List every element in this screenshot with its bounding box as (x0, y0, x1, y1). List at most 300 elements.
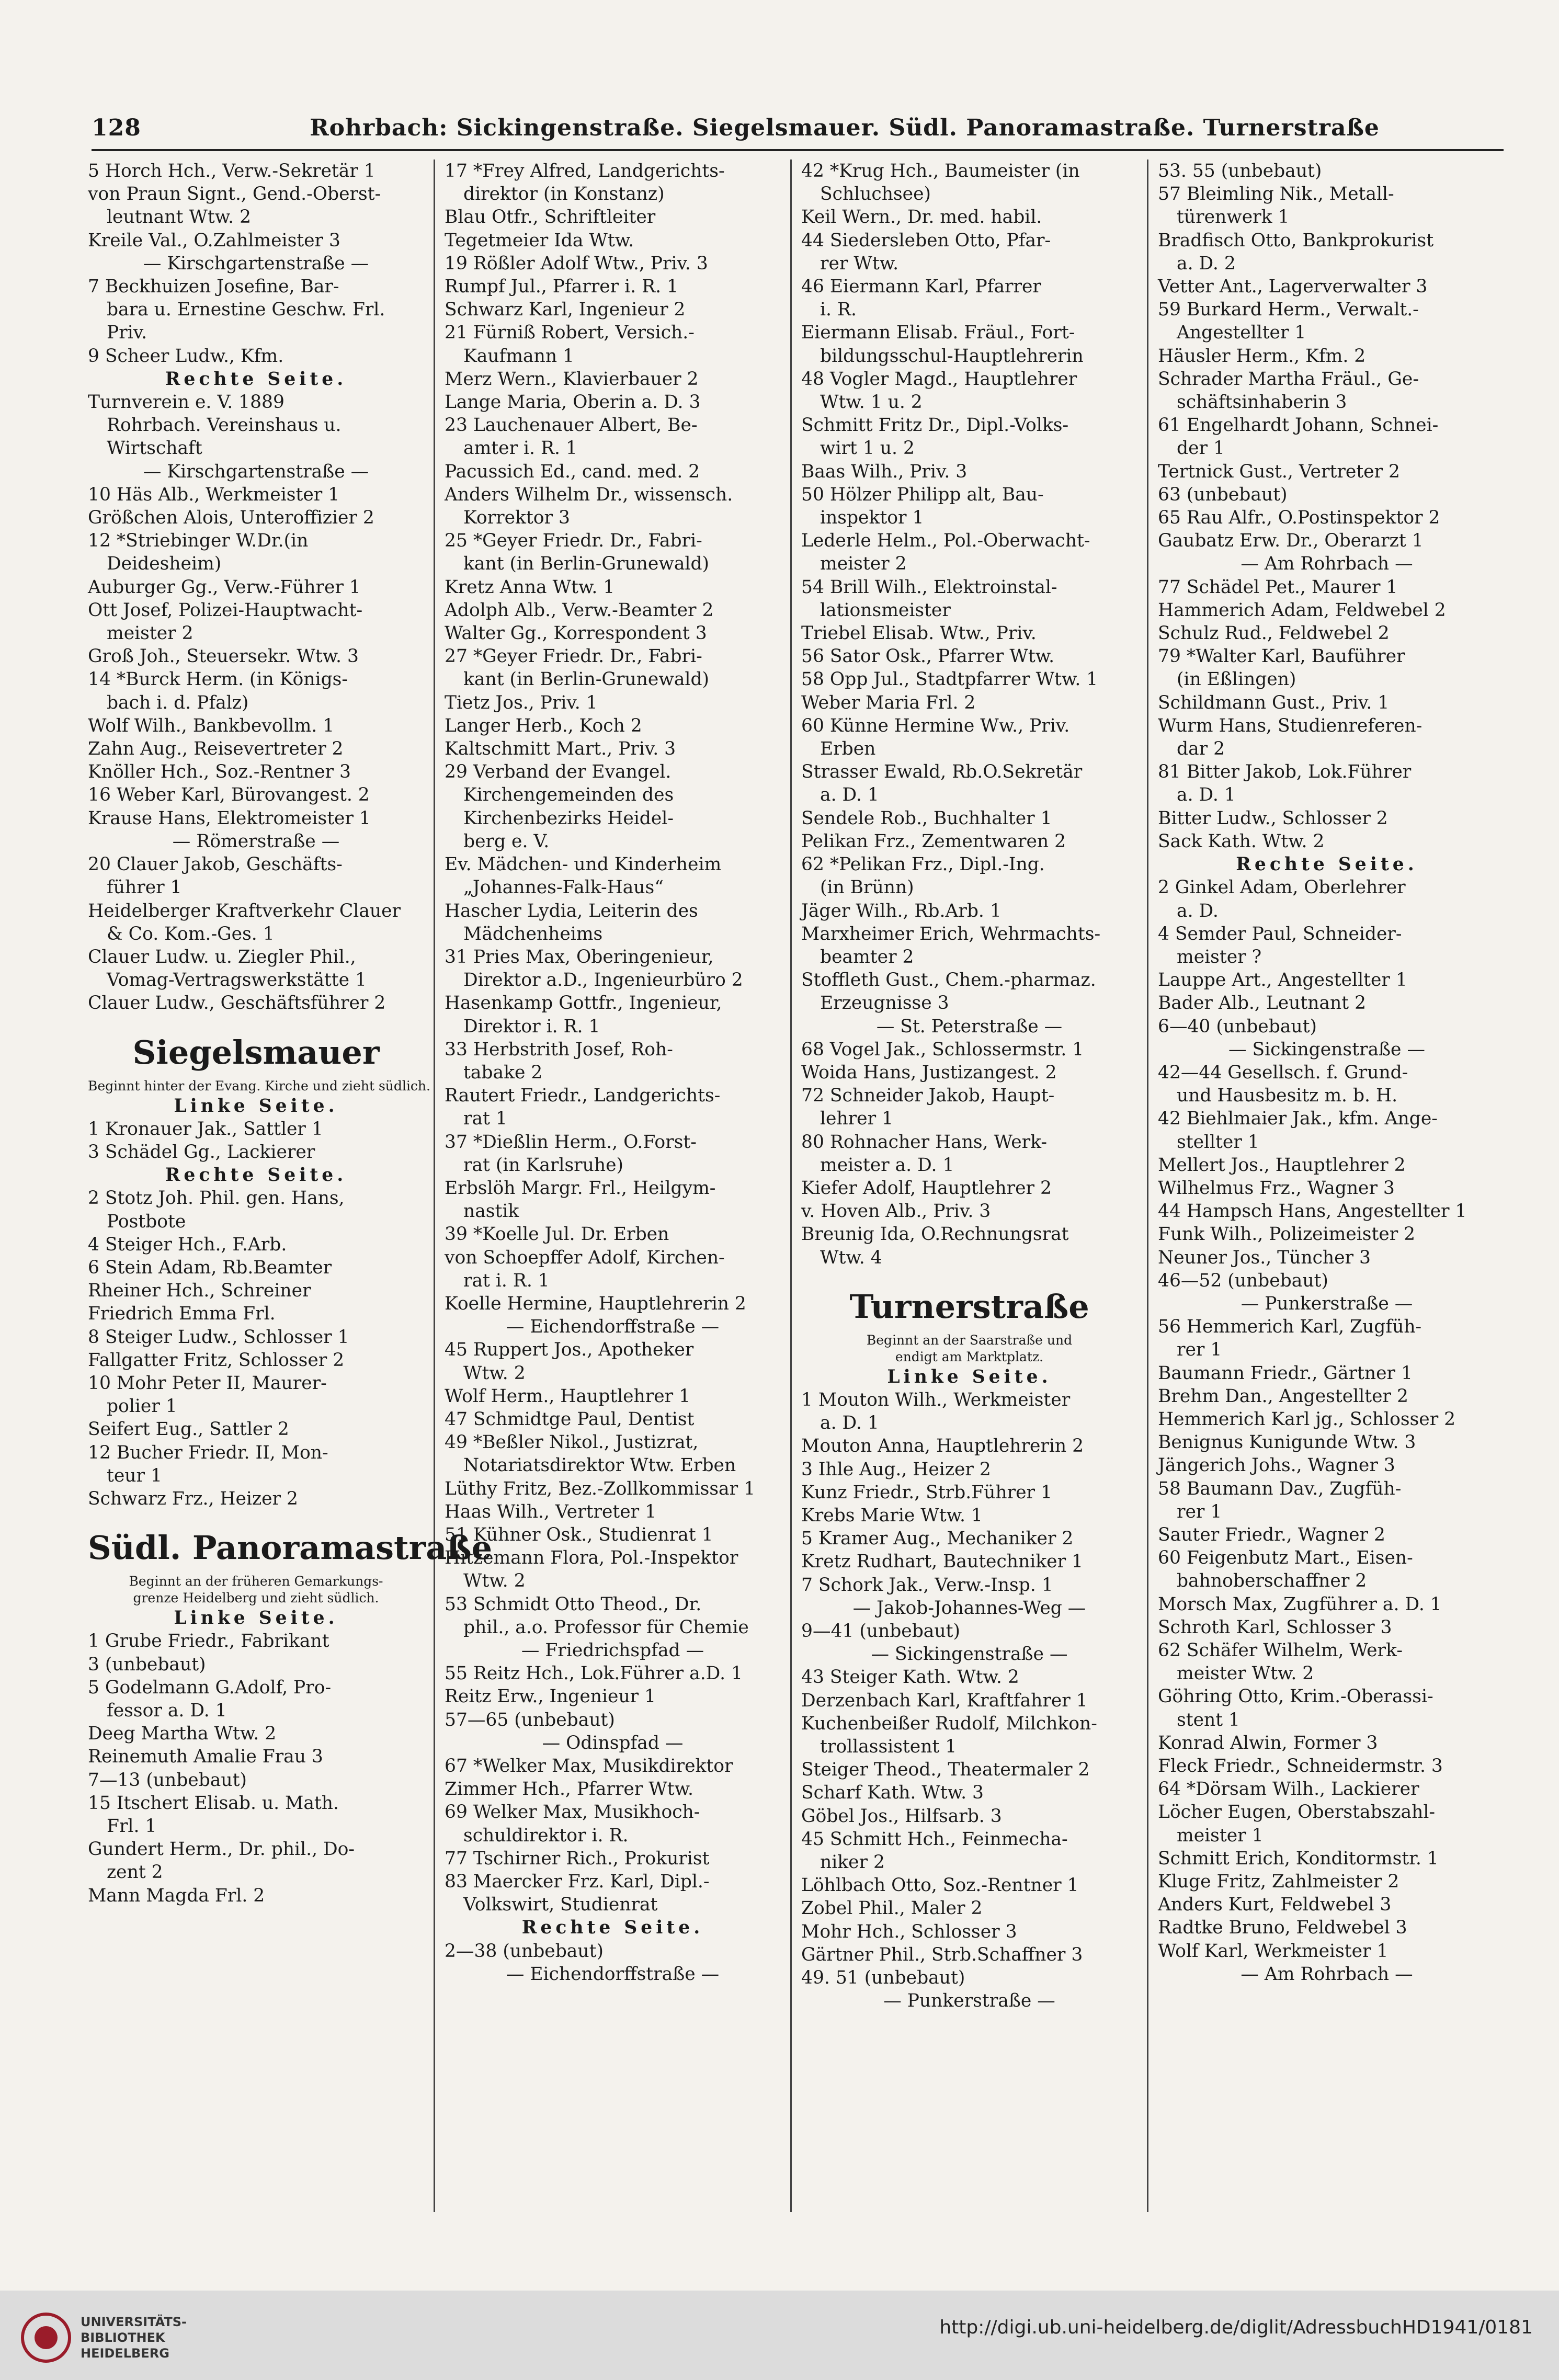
directory-line: 54 Brill Wilh., Elektroinstal- (801, 576, 1057, 598)
directory-line: meister 2 (107, 623, 194, 644)
directory-line: 5 Kramer Aug., Mechaniker 2 (801, 1528, 1074, 1550)
directory-line: Schwarz Frz., Heizer 2 (88, 1488, 298, 1509)
section-label: Rechte Seite. (521, 1917, 704, 1939)
directory-line: Sendele Rob., Buchhalter 1 (801, 807, 1052, 829)
directory-line: Lüthy Fritz, Bez.-Zollkommissar 1 (445, 1478, 756, 1499)
directory-line: 60 Künne Hermine Ww., Priv. (801, 715, 1070, 736)
directory-line: 33 Herbstrith Josef, Roh- (445, 1039, 673, 1060)
directory-line: schuldirektor i. R. (463, 1825, 629, 1846)
directory-line: Jängerich Johs., Wagner 3 (1158, 1455, 1395, 1476)
directory-line: 45 Schmitt Hch., Feinmecha- (801, 1828, 1068, 1850)
directory-line: Beginnt an der früheren Gemarkungs- (129, 1574, 383, 1589)
directory-line: Zobel Phil., Maler 2 (801, 1898, 983, 1919)
directory-line: Keil Wern., Dr. med. habil. (801, 207, 1042, 228)
directory-line: wirt 1 u. 2 (820, 438, 915, 459)
directory-line: Schrader Martha Fräul., Ge- (1158, 368, 1419, 390)
directory-line: Heidelberger Kraftverkehr Clauer (88, 900, 401, 921)
directory-line: bildungsschul-Hauptlehrerin (820, 345, 1084, 367)
directory-line: Weber Maria Frl. 2 (801, 692, 976, 713)
directory-line: 29 Verband der Evangel. (445, 761, 672, 783)
directory-line: lationsmeister (820, 599, 951, 621)
directory-line: 61 Engelhardt Johann, Schnei- (1158, 415, 1439, 436)
directory-line: Hammerich Adam, Feldwebel 2 (1158, 599, 1446, 621)
directory-line: Beginnt hinter der Evang. Kirche und zieht südlich. (88, 1078, 430, 1094)
directory-line: Kirchengemeinden des (463, 784, 674, 806)
directory-line: Wurm Hans, Studienreferen- (1158, 715, 1423, 736)
directory-line: 72 Schneider Jakob, Haupt- (801, 1085, 1055, 1107)
directory-line: fessor a. D. 1 (107, 1700, 227, 1721)
directory-line: Langer Herb., Koch 2 (445, 715, 642, 736)
directory-line: bach i. d. Pfalz) (107, 692, 249, 713)
directory-line: Hasenkamp Gottfr., Ingenieur, (445, 993, 722, 1014)
directory-line: Direktor i. R. 1 (463, 1016, 600, 1037)
directory-line: Morsch Max, Zugführer a. D. 1 (1158, 1593, 1442, 1615)
directory-line: 39 *Koelle Jul. Dr. Erben (445, 1224, 669, 1245)
directory-line: (in Eßlingen) (1177, 669, 1296, 690)
directory-line: 58 Baumann Dav., Zugfüh- (1158, 1478, 1402, 1499)
directory-line: Adolph Alb., Verw.-Beamter 2 (445, 599, 714, 621)
directory-line: Rautert Friedr., Landgerichts- (445, 1085, 721, 1107)
directory-line: Gaubatz Erw. Dr., Oberarzt 1 (1158, 530, 1424, 552)
column-3 (792, 160, 1148, 2212)
directory-line: Notariatsdirektor Wtw. Erben (463, 1455, 736, 1476)
section-label: — Sickingenstraße — (871, 1644, 1068, 1665)
directory-line: Anders Kurt, Feldwebel 3 (1158, 1894, 1392, 1916)
directory-line: Schwarz Karl, Ingenieur 2 (445, 299, 686, 321)
directory-line: 79 *Walter Karl, Bauführer (1158, 646, 1405, 667)
directory-line: Koelle Hermine, Hauptlehrerin 2 (445, 1293, 746, 1314)
directory-line: Hemmerich Karl jg., Schlosser 2 (1158, 1408, 1456, 1430)
directory-line: Rohrbach. Vereinshaus u. (107, 415, 342, 436)
directory-line: Radtke Bruno, Feldwebel 3 (1158, 1917, 1407, 1939)
directory-line: Neuner Jos., Tüncher 3 (1158, 1247, 1371, 1268)
directory-line: (in Brünn) (820, 877, 914, 898)
directory-line: Göhring Otto, Krim.-Oberassi- (1158, 1686, 1433, 1707)
directory-line: Fallgatter Fritz, Schlosser 2 (88, 1349, 345, 1371)
directory-line: Kaufmann 1 (463, 345, 574, 367)
library-logo[interactable] (21, 2306, 225, 2369)
directory-line: Clauer Ludw., Geschäftsführer 2 (88, 993, 386, 1014)
directory-line: Priv. (107, 322, 147, 344)
directory-line: von Praun Signt., Gend.-Oberst- (88, 184, 381, 205)
directory-line: rer 1 (1177, 1339, 1222, 1361)
directory-line: nastik (463, 1201, 519, 1222)
directory-line: Blau Otfr., Schriftleiter (445, 207, 656, 228)
section-label: Rechte Seite. (1236, 854, 1418, 875)
directory-line: trollassistent 1 (820, 1736, 957, 1757)
directory-line: Kiefer Adolf, Hauptlehrer 2 (801, 1177, 1052, 1199)
directory-line: Reitz Erw., Ingenieur 1 (445, 1686, 656, 1707)
directory-line: Stoffleth Gust., Chem.-pharmaz. (801, 970, 1096, 991)
directory-line: 77 Schädel Pet., Maurer 1 (1158, 576, 1398, 598)
directory-line: Hitzemann Flora, Pol.-Inspektor (445, 1547, 738, 1569)
directory-line: 10 Mohr Peter II, Maurer- (88, 1372, 327, 1394)
section-label: — Odinspfad — (542, 1732, 684, 1753)
directory-line: 19 Rößler Adolf Wtw., Priv. 3 (445, 253, 708, 274)
directory-line: Schroth Karl, Schlosser 3 (1158, 1616, 1392, 1638)
directory-line: Kluge Fritz, Zahlmeister 2 (1158, 1871, 1399, 1893)
directory-line: Pacussich Ed., cand. med. 2 (445, 461, 700, 482)
directory-line: 53 Schmidt Otto Theod., Dr. (445, 1593, 702, 1615)
directory-line: 47 Schmidtge Paul, Dentist (445, 1408, 695, 1430)
directory-line: Angestellter 1 (1177, 322, 1306, 344)
section-label: — Kirschgartenstraße — (143, 461, 369, 482)
directory-line: 25 *Geyer Friedr. Dr., Fabri- (445, 530, 702, 552)
section-label: — Friedrichspfad — (521, 1640, 704, 1661)
directory-line: 12 Bucher Friedr. II, Mon- (88, 1442, 328, 1463)
directory-line: Baas Wilh., Priv. 3 (801, 461, 968, 482)
directory-line: 49 *Beßler Nikol., Justizrat, (445, 1432, 699, 1453)
directory-line: 57 Bleimling Nik., Metall- (1158, 184, 1394, 205)
directory-line: 7 Schork Jak., Verw.-Insp. 1 (801, 1574, 1053, 1596)
permalink[interactable]: http://digi.ub.uni-heidelberg.de/diglit/AdressbuchHD1941/0181 (939, 2317, 1533, 2338)
directory-line: Schulz Rud., Feldwebel 2 (1158, 623, 1390, 644)
seal-icon (21, 2313, 71, 2363)
directory-line: endigt am Marktplatz. (895, 1349, 1044, 1364)
directory-line: 43 Steiger Kath. Wtw. 2 (801, 1667, 1019, 1688)
directory-line: dar 2 (1177, 738, 1225, 760)
directory-line: Größchen Alois, Unteroffizier 2 (88, 507, 374, 529)
logo-text: UNIVERSITÄTS- BIBLIOTHEK HEIDELBERG (81, 2315, 187, 2361)
directory-line: inspektor 1 (820, 507, 924, 529)
directory-line: 42 Biehlmaier Jak., kfm. Ange- (1158, 1108, 1438, 1130)
directory-line: Gundert Herm., Dr. phil., Do- (88, 1839, 355, 1860)
section-label: Linke Seite. (887, 1366, 1052, 1387)
directory-line: türenwerk 1 (1177, 207, 1290, 228)
directory-line: 67 *Welker Max, Musikdirektor (445, 1756, 733, 1777)
directory-line: Kunz Friedr., Strb.Führer 1 (801, 1482, 1052, 1503)
directory-line: a. D. (1177, 900, 1219, 921)
directory-line: Lange Maria, Oberin a. D. 3 (445, 392, 701, 413)
directory-line: Pelikan Frz., Zementwaren 2 (801, 830, 1066, 852)
directory-line: rat 1 (463, 1108, 507, 1130)
directory-line: Schmitt Erich, Konditormstr. 1 (1158, 1848, 1439, 1869)
directory-line: Wtw. 2 (463, 1570, 526, 1592)
directory-line: kant (in Berlin-Grunewald) (463, 669, 709, 690)
directory-line: Wtw. 1 u. 2 (820, 392, 923, 413)
directory-line: 58 Opp Jul., Stadtpfarrer Wtw. 1 (801, 669, 1098, 690)
directory-line: 10 Häs Alb., Werkmeister 1 (88, 484, 340, 505)
directory-line: 77 Tschirner Rich., Prokurist (445, 1848, 710, 1869)
section-label: Rechte Seite. (165, 1165, 347, 1186)
directory-line: Gärtner Phil., Strb.Schaffner 3 (801, 1944, 1083, 1965)
directory-line: Breunig Ida, O.Rechnungsrat (801, 1224, 1069, 1245)
directory-line: a. D. 2 (1177, 253, 1236, 274)
directory-line: rer 1 (1177, 1501, 1222, 1522)
directory-line: Eiermann Elisab. Fräul., Fort- (801, 322, 1075, 344)
directory-line: 9—41 (unbebaut) (801, 1620, 960, 1642)
directory-line: Wtw. 4 (820, 1247, 882, 1268)
directory-line: Konrad Alwin, Former 3 (1158, 1732, 1378, 1753)
directory-line: Derzenbach Karl, Kraftfahrer 1 (801, 1690, 1088, 1711)
directory-line: Anders Wilhelm Dr., wissensch. (445, 484, 733, 505)
directory-line: 3 (unbebaut) (88, 1654, 206, 1675)
directory-line: 15 Itschert Elisab. u. Math. (88, 1792, 339, 1814)
directory-line: v. Hoven Alb., Priv. 3 (801, 1201, 991, 1222)
directory-line: Rheiner Hch., Schreiner (88, 1280, 311, 1302)
directory-line: 4 Steiger Hch., F.Arb. (88, 1234, 287, 1255)
directory-line: rat (in Karlsruhe) (463, 1154, 623, 1176)
section-label: — Jakob-Johannes-Weg — (852, 1597, 1086, 1619)
directory-line: 63 (unbebaut) (1158, 484, 1288, 505)
directory-line: 3 Schädel Gg., Lackierer (88, 1141, 315, 1163)
directory-line: Lauppe Art., Angestellter 1 (1158, 970, 1407, 991)
directory-line: 56 Hemmerich Karl, Zugfüh- (1158, 1316, 1422, 1338)
directory-line: lehrer 1 (820, 1108, 893, 1130)
directory-line: 2 Stotz Joh. Phil. gen. Hans, (88, 1188, 345, 1209)
street-heading: Südl. Panoramastraße (88, 1529, 493, 1567)
directory-line: stent 1 (1177, 1709, 1240, 1730)
directory-line: Kirchenbezirks Heidel- (463, 807, 674, 829)
directory-line: Benignus Kunigunde Wtw. 3 (1158, 1432, 1416, 1453)
street-heading: Turnerstraße (849, 1287, 1089, 1326)
directory-line: rer Wtw. (820, 253, 899, 274)
directory-line: Wilhelmus Frz., Wagner 3 (1158, 1177, 1395, 1199)
directory-line: 21 Fürniß Robert, Versich.- (445, 322, 695, 344)
directory-line: 7—13 (unbebaut) (88, 1769, 247, 1791)
directory-line: Wtw. 2 (463, 1362, 526, 1384)
directory-line: Krebs Marie Wtw. 1 (801, 1505, 983, 1526)
section-label: — Eichendorffstraße — (506, 1316, 720, 1338)
column-4 (1148, 160, 1505, 2212)
directory-line: von Schoepffer Adolf, Kirchen- (445, 1247, 725, 1268)
directory-line: Fleck Friedr., Schneidermstr. 3 (1158, 1756, 1443, 1777)
directory-line: Triebel Elisab. Wtw., Priv. (801, 623, 1037, 644)
directory-line: Wolf Wilh., Bankbevollm. 1 (88, 715, 335, 736)
directory-line: Schmitt Fritz Dr., Dipl.-Volks- (801, 415, 1069, 436)
directory-line: 9 Scheer Ludw., Kfm. (88, 345, 284, 367)
directory-line: 51 Kühner Osk., Studienrat 1 (445, 1524, 713, 1545)
directory-line: Woida Hans, Justizangest. 2 (801, 1062, 1057, 1083)
section-label: — Eichendorffstraße — (506, 1963, 720, 1985)
section-label: — Sickingenstraße — (1228, 1039, 1425, 1060)
directory-line: Ott Josef, Polizei-Hauptwacht- (88, 599, 363, 621)
directory-line: tabake 2 (463, 1062, 543, 1083)
directory-line: Baumann Friedr., Gärtner 1 (1158, 1362, 1413, 1384)
directory-line: Rumpf Jul., Pfarrer i. R. 1 (445, 276, 678, 298)
directory-line: 20 Clauer Jakob, Geschäfts- (88, 854, 343, 875)
directory-line: 6—40 (unbebaut) (1158, 1016, 1317, 1037)
directory-line: 53. 55 (unbebaut) (1158, 161, 1322, 181)
directory-line: 44 Siedersleben Otto, Pfar- (801, 230, 1051, 251)
directory-line: direktor (in Konstanz) (463, 184, 665, 205)
column-2 (435, 160, 792, 2212)
directory-line: Erbslöh Margr. Frl., Heilgym- (445, 1177, 716, 1199)
directory-line: 56 Sator Osk., Pfarrer Wtw. (801, 646, 1055, 667)
directory-line: Mellert Jos., Hauptlehrer 2 (1158, 1154, 1406, 1176)
directory-line: 1 Kronauer Jak., Sattler 1 (88, 1118, 323, 1140)
directory-line: Direktor a.D., Ingenieurbüro 2 (463, 970, 743, 991)
directory-line: Groß Joh., Steuersekr. Wtw. 3 (88, 646, 359, 667)
directory-columns (78, 160, 1506, 2212)
directory-line: Schluchsee) (820, 184, 931, 205)
section-label: Rechte Seite. (165, 368, 347, 390)
directory-line: Ev. Mädchen- und Kinderheim (445, 854, 722, 875)
directory-line: 7 Beckhuizen Josefine, Bar- (88, 276, 339, 298)
directory-line: stellter 1 (1177, 1131, 1259, 1153)
directory-line: meister Wtw. 2 (1177, 1663, 1314, 1684)
directory-line: 60 Feigenbutz Mart., Eisen- (1158, 1547, 1413, 1569)
directory-line: bahnoberschaffner 2 (1177, 1570, 1367, 1592)
directory-line: Wirtschaft (107, 438, 202, 459)
directory-line: Reinemuth Amalie Frau 3 (88, 1746, 323, 1768)
directory-line: „Johannes-Falk-Haus“ (463, 877, 664, 898)
directory-line: Sack Kath. Wtw. 2 (1158, 830, 1325, 852)
directory-line: Kretz Anna Wtw. 1 (445, 576, 615, 598)
directory-line: Zahn Aug., Reisevertreter 2 (88, 738, 344, 760)
directory-line: polier 1 (107, 1396, 177, 1417)
directory-line: amter i. R. 1 (463, 438, 577, 459)
directory-line: 59 Burkard Herm., Verwalt.- (1158, 299, 1419, 321)
header-rule (92, 149, 1504, 151)
directory-line: 44 Hampsch Hans, Angestellter 1 (1158, 1201, 1467, 1222)
directory-line: Tietz Jos., Priv. 1 (445, 692, 598, 713)
directory-line: Mädchenheims (463, 923, 603, 944)
directory-line: Kaltschmitt Mart., Priv. 3 (445, 738, 676, 760)
directory-line: Merz Wern., Klavierbauer 2 (445, 368, 699, 390)
directory-line: 55 Reitz Hch., Lok.Führer a.D. 1 (445, 1663, 743, 1684)
directory-line: niker 2 (820, 1852, 885, 1873)
directory-line: 62 Schäfer Wilhelm, Werk- (1158, 1640, 1403, 1661)
directory-line: Vomag-Vertragswerkstätte 1 (107, 970, 367, 991)
directory-line: Zimmer Hch., Pfarrer Wtw. (445, 1779, 693, 1800)
directory-line: 2—38 (unbebaut) (445, 1940, 604, 1962)
directory-line: 27 *Geyer Friedr. Dr., Fabri- (445, 646, 702, 667)
directory-line: Vetter Ant., Lagerverwalter 3 (1158, 276, 1428, 298)
directory-line: 17 *Frey Alfred, Landgerichts- (445, 161, 725, 181)
directory-line: a. D. 1 (1177, 784, 1236, 806)
directory-line: bara u. Ernestine Geschw. Frl. (107, 299, 385, 321)
directory-line: Mouton Anna, Hauptlehrerin 2 (801, 1436, 1084, 1457)
directory-line: 23 Lauchenauer Albert, Be- (445, 415, 698, 436)
directory-line: Göbel Jos., Hilfsarb. 3 (801, 1805, 1002, 1827)
directory-line: 5 Godelmann G.Adolf, Pro- (88, 1677, 332, 1698)
directory-line: Brehm Dan., Angestellter 2 (1158, 1385, 1408, 1407)
directory-line: meister a. D. 1 (820, 1154, 954, 1176)
directory-line: 50 Hölzer Philipp alt, Bau- (801, 484, 1044, 505)
directory-line: Scharf Kath. Wtw. 3 (801, 1782, 984, 1804)
directory-line: 65 Rau Alfr., O.Postinspektor 2 (1158, 507, 1440, 529)
directory-line: 16 Weber Karl, Bürovangest. 2 (88, 784, 370, 806)
viewer-footer (0, 2291, 1559, 2380)
directory-line: 42 *Krug Hch., Baumeister (in (801, 161, 1080, 181)
directory-line: Erzeugnisse 3 (820, 993, 949, 1014)
directory-line: Steiger Theod., Theatermaler 2 (801, 1759, 1090, 1781)
directory-line: leutnant Wtw. 2 (107, 207, 252, 228)
directory-line: 49. 51 (unbebaut) (801, 1967, 965, 1989)
directory-line: 46—52 (unbebaut) (1158, 1270, 1328, 1291)
directory-line: grenze Heidelberg und zieht südlich. (133, 1590, 379, 1606)
directory-line: Erben (820, 738, 876, 760)
directory-line: beamter 2 (820, 946, 914, 967)
directory-line: 6 Stein Adam, Rb.Beamter (88, 1257, 332, 1278)
page-number: 128 (92, 115, 141, 141)
directory-line: 12 *Striebinger W.Dr.(in (88, 530, 309, 552)
directory-line: Mohr Hch., Schlosser 3 (801, 1921, 1017, 1942)
directory-line: Jäger Wilh., Rb.Arb. 1 (801, 900, 1002, 921)
directory-line: Postbote (107, 1211, 186, 1232)
section-label: Linke Seite. (174, 1095, 338, 1117)
directory-line: rat i. R. 1 (463, 1270, 550, 1291)
directory-line: Löcher Eugen, Oberstabszahl- (1158, 1802, 1436, 1823)
page-header (92, 94, 1493, 141)
directory-line: Tegetmeier Ida Wtw. (445, 230, 634, 251)
directory-line: meister 1 (1177, 1825, 1264, 1846)
directory-line: Wolf Herm., Hauptlehrer 1 (445, 1385, 691, 1407)
directory-line: 57—65 (unbebaut) (445, 1709, 615, 1730)
section-label: — Punkerstraße — (1241, 1293, 1413, 1314)
directory-line: Häusler Herm., Kfm. 2 (1158, 345, 1366, 367)
directory-line: 4 Semder Paul, Schneider- (1158, 923, 1402, 944)
directory-line: 83 Maercker Frz. Karl, Dipl.- (445, 1871, 710, 1893)
directory-line: Frl. 1 (107, 1816, 157, 1837)
directory-line: Bradfisch Otto, Bankprokurist (1158, 230, 1434, 251)
directory-line: Wolf Karl, Werkmeister 1 (1158, 1940, 1389, 1962)
directory-line: 1 Grube Friedr., Fabrikant (88, 1631, 329, 1652)
directory-line: kant (in Berlin-Grunewald) (463, 553, 709, 575)
directory-line: 81 Bitter Jakob, Lok.Führer (1158, 761, 1412, 783)
directory-line: Knöller Hch., Soz.-Rentner 3 (88, 761, 351, 783)
street-heading: Siegelsmauer (132, 1033, 380, 1072)
directory-line: phil., a.o. Professor für Chemie (463, 1616, 749, 1638)
directory-line: 80 Rohnacher Hans, Werk- (801, 1131, 1048, 1153)
directory-line: i. R. (820, 299, 857, 321)
directory-line: Turnverein e. V. 1889 (88, 392, 285, 413)
directory-line: Schildmann Gust., Priv. 1 (1158, 692, 1390, 713)
section-label: Linke Seite. (174, 1608, 338, 1629)
directory-line: 14 *Burck Herm. (in Königs- (88, 669, 348, 690)
directory-line: Kuchenbeißer Rudolf, Milchkon- (801, 1713, 1097, 1734)
directory-line: meister ? (1177, 946, 1262, 967)
directory-line: 42—44 Gesellsch. f. Grund- (1158, 1062, 1408, 1083)
directory-line: 37 *Dießlin Herm., O.Forst- (445, 1131, 697, 1153)
directory-line: zent 2 (107, 1862, 163, 1883)
directory-line: führer 1 (107, 877, 182, 898)
directory-line: a. D. 1 (820, 784, 879, 806)
section-label: — Am Rohrbach — (1241, 1963, 1413, 1985)
directory-line: Haas Wilh., Vertreter 1 (445, 1501, 657, 1522)
section-label: — Römerstraße — (172, 830, 340, 852)
directory-line: 68 Vogel Jak., Schlossermstr. 1 (801, 1039, 1084, 1060)
directory-line: Mann Magda Frl. 2 (88, 1885, 265, 1906)
directory-line: 31 Pries Max, Oberingenieur, (445, 946, 714, 967)
directory-line: Walter Gg., Korrespondent 3 (445, 623, 707, 644)
directory-line: schäftsinhaberin 3 (1177, 392, 1347, 413)
directory-line: Bader Alb., Leutnant 2 (1158, 993, 1367, 1014)
directory-line: Korrektor 3 (463, 507, 570, 529)
directory-line: 45 Ruppert Jos., Apotheker (445, 1339, 694, 1361)
directory-line: der 1 (1177, 438, 1225, 459)
directory-line: a. D. 1 (820, 1413, 879, 1434)
directory-line: Deidesheim) (107, 553, 222, 575)
directory-line: 1 Mouton Wilh., Werkmeister (801, 1389, 1071, 1410)
section-label: — Kirschgartenstraße — (143, 253, 369, 274)
directory-line: Funk Wilh., Polizeimeister 2 (1158, 1224, 1416, 1245)
directory-line: 69 Welker Max, Musikhoch- (445, 1802, 700, 1823)
directory-line: & Co. Kom.-Ges. 1 (107, 923, 275, 944)
directory-line: 8 Steiger Ludw., Schlosser 1 (88, 1326, 349, 1348)
directory-line: Beginnt an der Saarstraße und (866, 1332, 1073, 1348)
directory-line: Kretz Rudhart, Bautechniker 1 (801, 1551, 1083, 1573)
section-label: — St. Peterstraße — (876, 1016, 1063, 1037)
directory-line: Löhlbach Otto, Soz.-Rentner 1 (801, 1875, 1079, 1896)
directory-line: 46 Eiermann Karl, Pfarrer (801, 276, 1041, 298)
directory-line: 62 *Pelikan Frz., Dipl.-Ing. (801, 854, 1045, 875)
directory-line: 5 Horch Hch., Verw.-Sekretär 1 (88, 161, 375, 181)
directory-line: teur 1 (107, 1465, 162, 1486)
directory-line: 2 Ginkel Adam, Oberlehrer (1158, 877, 1406, 898)
directory-line: Sauter Friedr., Wagner 2 (1158, 1524, 1385, 1545)
